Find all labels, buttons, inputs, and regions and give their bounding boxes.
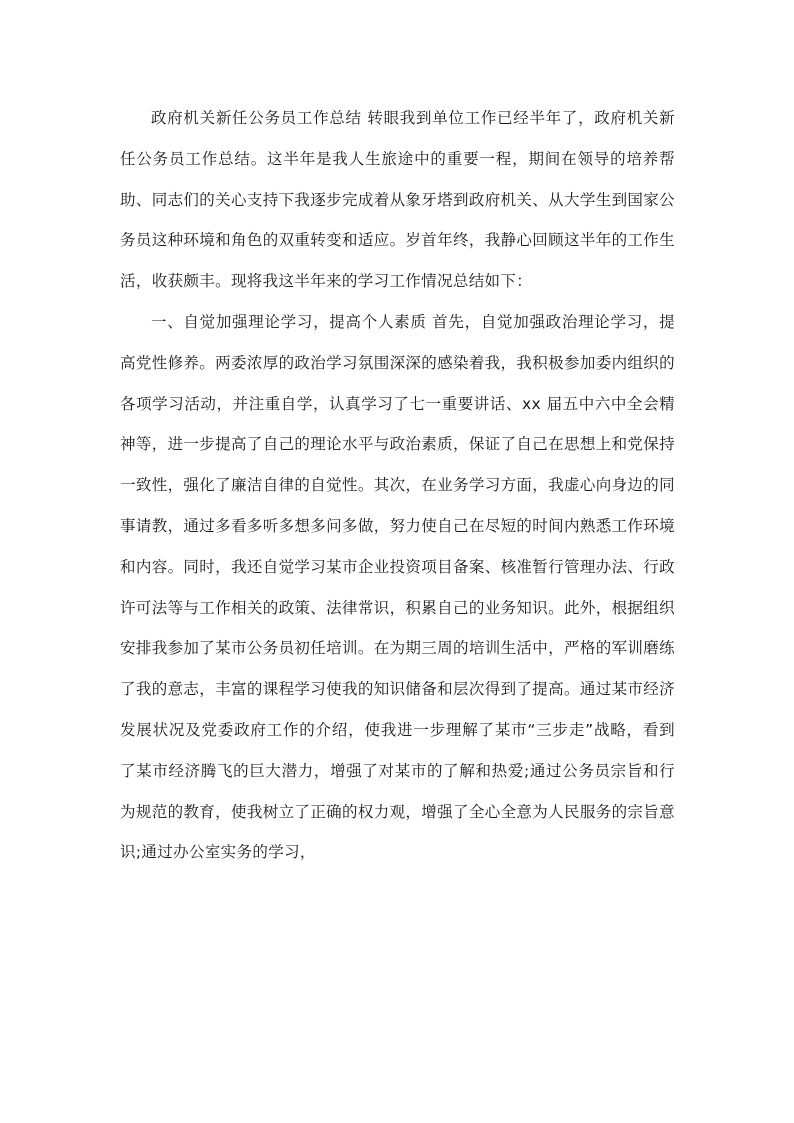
document-body xyxy=(120,98,675,873)
paragraph-theory-study: 一、自觉加强理论学习，提高个人素质 首先，自觉加强政治理论学习，提高党性修养。两委浓厚的政治学习氛围深深的感染着我，我积极参加委内组织的各项学习活动，并注重自学，认真学习了七一重要讲话、xx 届五中六中全会精神等，进一步提高了自己的理论水平与政治素质，保证了自己在思想上和党保持一致性，强化了廉洁自律的自觉性。其次，在业务学习方面，我虚心向身边的同事请教，通过多看多听多想多问多做，努力使自己在尽短的时间内熟悉工作环境和内容。同时，我还自觉学习某市企业投资项目备案、核准暂行管理办法、行政许可法等与工作相关的政策、法律常识，积累自己的业务知识。此外，根据组织安排我参加了某市公务员初任培训。在为期三周的培训生活中，严格的军训磨练了我的意志，丰富的课程学习使我的知识储备和层次得到了提高。通过某市经济发展状况及党委政府工作的介绍，使我进一步理解了某市“三步走”战略，看到了某市经济腾飞的巨大潜力，增强了对某市的了解和热爱;通过公务员宗旨和行为规范的教育，使我树立了正确的权力观，增强了全心全意为人民服务的宗旨意识;通过办公室实务的学习， xyxy=(120,312,675,862)
paragraph-summary-intro: 政府机关新任公务员工作总结 转眼我到单位工作已经半年了，政府机关新任公务员工作总结。这半年是我人生旅途中的重要一程，期间在领导的培养帮助、同志们的关心支持下我逐步完成着从象牙塔到政府机关、从大学生到国家公务员这种环境和角色的双重转变和适应。岁首年终，我静心回顾这半年的工作生活，收获颇丰。现将我这半年来的学习工作情况总结如下： xyxy=(120,109,675,291)
